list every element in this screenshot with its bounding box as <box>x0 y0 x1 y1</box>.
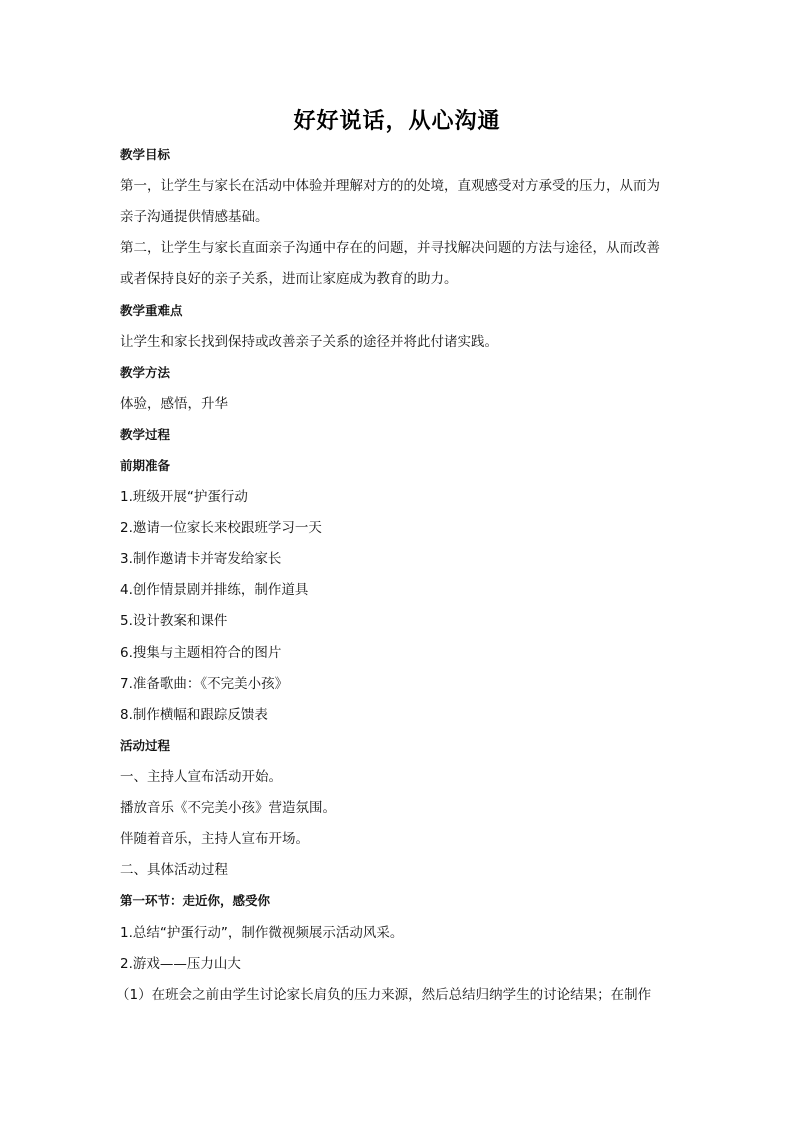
heading-teaching-process: 教学过程 <box>120 427 171 442</box>
list-item: 8.制作横幅和跟踪反馈表 <box>120 707 268 723</box>
heading-activity-process: 活动过程 <box>120 738 171 753</box>
paragraph-line: （1）在班会之前由学生讨论家长肩负的压力来源，然后总结归纳学生的讨论结果；在制作 <box>116 987 652 1003</box>
list-item: 7.准备歌曲：《不完美小孩》 <box>120 676 289 692</box>
list-item: 6.搜集与主题相符合的图片 <box>120 645 282 661</box>
paragraph-line: 伴随着音乐，主持人宣布开场。 <box>120 831 309 847</box>
page-title: 好好说话，从心沟通 <box>293 109 501 134</box>
paragraph-line: 亲子沟通提供情感基础。 <box>120 209 269 225</box>
paragraph-line: 让学生和家长找到保持或改善亲子关系的途径并将此付诸实践。 <box>120 334 498 350</box>
paragraph-line: 或者保持良好的亲子关系，进而让家庭成为教育的助力。 <box>120 271 458 287</box>
paragraph-line: 一、主持人宣布活动开始。 <box>120 769 282 785</box>
list-item: 1.总结“护蛋行动”，制作微视频展示活动风采。 <box>120 925 404 941</box>
list-item: 3.制作邀请卡并寄发给家长 <box>120 551 282 567</box>
list-item: 1.班级开展“护蛋行动 <box>120 489 248 505</box>
paragraph-line: 第一，让学生与家长在活动中体验并理解对方的的处境，直观感受对方承受的压力，从而为 <box>120 178 660 194</box>
paragraph-line: 二、具体活动过程 <box>120 862 228 878</box>
heading-teaching-methods: 教学方法 <box>120 365 171 380</box>
heading-preparation: 前期准备 <box>120 458 171 473</box>
paragraph-line: 播放音乐《不完美小孩》营造氛围。 <box>120 800 336 816</box>
list-item: 2.游戏——压力山大 <box>120 956 241 972</box>
list-item: 2.邀请一位家长来校跟班学习一天 <box>120 520 322 536</box>
list-item: 4.创作情景剧并排练，制作道具 <box>120 582 309 598</box>
heading-section-one: 第一环节：走近你，感受你 <box>120 893 271 908</box>
paragraph-line: 第二，让学生与家长直面亲子沟通中存在的问题，并寻找解决问题的方法与途径，从而改善 <box>120 240 660 256</box>
heading-key-points: 教学重难点 <box>120 303 183 318</box>
list-item: 5.设计教案和课件 <box>120 613 228 629</box>
heading-teaching-goals: 教学目标 <box>120 147 171 162</box>
paragraph-line: 体验，感悟，升华 <box>120 396 228 412</box>
